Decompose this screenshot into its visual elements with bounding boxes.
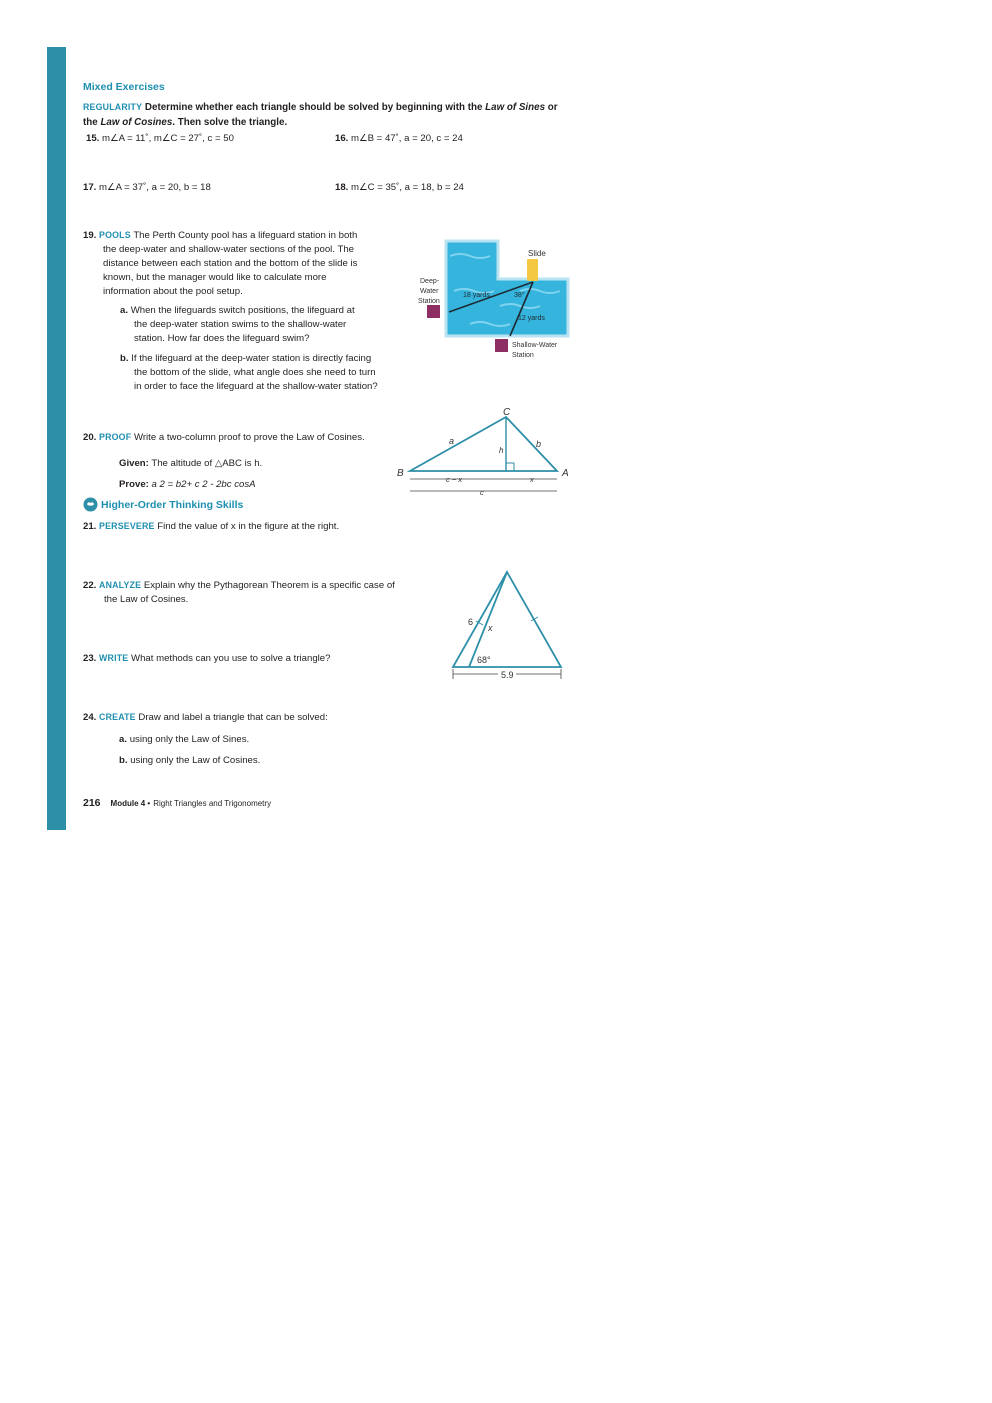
part-line: the deep-water station swims to the shallow-water [134,319,347,330]
exercise-number: 23. [83,653,97,664]
exercise-line: the Law of Cosines. [104,594,189,605]
vertex-b-label: B [397,468,404,479]
directions-or: or the [83,102,558,128]
exercise-20 [83,430,413,445]
directions-text-after: . Then solve the triangle. [172,117,288,128]
shallow-station-label: Station [512,352,534,359]
directions-law-sines: Law of Sines [485,102,546,113]
exercise-22 [83,578,443,607]
exercise-number: 17. [83,182,97,193]
prove-text: a 2 = b2+ c 2 - 2bc cosA [151,479,256,490]
exercise-number: 16. [335,133,349,144]
exercise-19b [120,352,430,394]
c-minus-x-label: c − x [446,475,463,484]
footer-module: Module 4 • [110,799,151,808]
exercise-keyword: POOLS [99,230,131,240]
vertex-a-label: A [562,468,569,479]
exercise-number: 18. [335,182,349,193]
given-label: Given: [119,458,149,469]
exercise-17 [83,181,211,195]
exercise-text: m∠A = 37˚, a = 20, b = 18 [99,182,211,193]
brain-icon [83,497,98,512]
side-b-label: b [536,439,542,449]
exercise-keyword: ANALYZE [99,580,142,590]
exercise-number: 20. [83,432,97,443]
deep-station-marker [427,305,440,318]
shallow-station-marker [495,339,508,352]
exercise-number: 19. [83,230,97,241]
part-line: When the lifeguards switch positions, the lifeguard at [130,305,355,316]
part-line: station. How far does the lifeguard swim? [134,333,310,344]
base-5-9-label: 5.9 [501,670,514,680]
exercise-line: the deep-water and shallow-water sections of the pool. The [103,244,355,255]
distance-18-label: 18 yards [463,292,490,299]
triangle-abc [410,417,557,471]
exercise-line: known, but the manager would like to calculate more [103,272,327,283]
shallow-station-label: Shallow-Water [512,342,558,349]
hots-heading [83,497,243,512]
triangle-abc-figure [393,403,578,498]
angle-68-label: 68° [477,655,491,665]
deep-station-label: Deep- [420,278,440,285]
given-line [119,457,262,471]
exercise-16 [335,132,463,146]
part-label: b. [119,755,128,766]
directions [83,100,563,130]
exercise-19a [120,304,420,346]
directions-law-cosines: Law of Cosines [100,117,173,128]
page-edge-bar [47,47,66,830]
figure-21 [445,565,570,690]
exercise-keyword: CREATE [99,712,136,722]
vertex-c-label: C [503,407,511,418]
exercise-line: information about the pool setup. [103,286,243,297]
part-label: a. [120,305,129,316]
exercise-line: distance between each station and the bottom of the slide is [103,258,358,269]
exercise-21 [83,519,339,534]
exercise-number: 15. [86,133,100,144]
footer-title: Right Triangles and Trigonometry [153,799,272,808]
deep-station-label: Water [420,288,439,295]
part-line: the bottom of the slide, what angle does she need to turn [134,367,376,378]
section-title: Mixed Exercises [83,81,165,93]
pool-figure [410,236,580,366]
hots-title: Higher-Order Thinking Skills [101,498,244,511]
exercise-text: Find the value of x in the figure at the right. [157,521,340,532]
distance-12-label: 12 yards [518,315,545,322]
exercise-24b [119,754,260,768]
exercise-number: 22. [83,580,97,591]
part-label: a. [119,734,128,745]
exercise-text: What methods can you use to solve a triangle? [131,653,331,664]
segment-x [469,572,507,667]
exercise-24 [83,710,328,725]
exercise-text: Draw and label a triangle that can be solved: [138,712,328,723]
part-label: b. [120,353,129,364]
given-text: The altitude of △ABC is h. [151,458,263,469]
side-a-label: a [449,436,455,446]
slide-icon [527,259,538,281]
side-6-label: 6 [468,617,474,627]
x-label: x [488,623,493,633]
directions-keyword: REGULARITY [83,102,143,112]
exercise-23 [83,651,330,666]
exercise-text: Write a two-column proof to prove the Law of Cosines. [133,432,365,443]
exercise-keyword: PERSEVERE [99,521,155,531]
page-number: 216 [83,797,101,809]
deep-station-label: Station [418,298,440,305]
exercise-18 [335,181,464,195]
exercise-number: 21. [83,521,97,532]
exercise-19 [83,228,403,299]
exercise-number: 24. [83,712,97,723]
exercise-text: m∠B = 47˚, a = 20, c = 24 [351,133,463,144]
c-label: c [480,488,484,497]
part-line: in order to face the lifeguard at the shallow-water station? [134,381,378,392]
exercise-line: Explain why the Pythagorean Theorem is a specific case of [143,580,395,591]
exercise-15 [86,132,234,146]
prove-label: Prove: [119,479,149,490]
angle-38-label: 38° [514,292,525,299]
altitude-h-label: h [499,446,504,455]
page-footer [83,797,271,809]
exercise-keyword: WRITE [99,653,129,663]
part-text: using only the Law of Sines. [129,734,250,745]
x-label: x [530,475,534,484]
part-text: using only the Law of Cosines. [130,755,261,766]
exercise-text: m∠C = 35˚, a = 18, b = 24 [351,182,464,193]
directions-text-before: Determine whether each triangle should be solved by beginning with the [144,102,483,113]
slide-label: Slide [528,249,546,258]
exercise-24a [119,733,249,747]
part-line: If the lifeguard at the deep-water station is directly facing [131,353,372,364]
prove-line [119,478,256,492]
exercise-text: m∠A = 11˚, m∠C = 27˚, c = 50 [102,133,234,144]
exercise-line: The Perth County pool has a lifeguard station in both [133,230,358,241]
right-angle-mark [506,463,514,471]
exercise-keyword: PROOF [99,432,132,442]
